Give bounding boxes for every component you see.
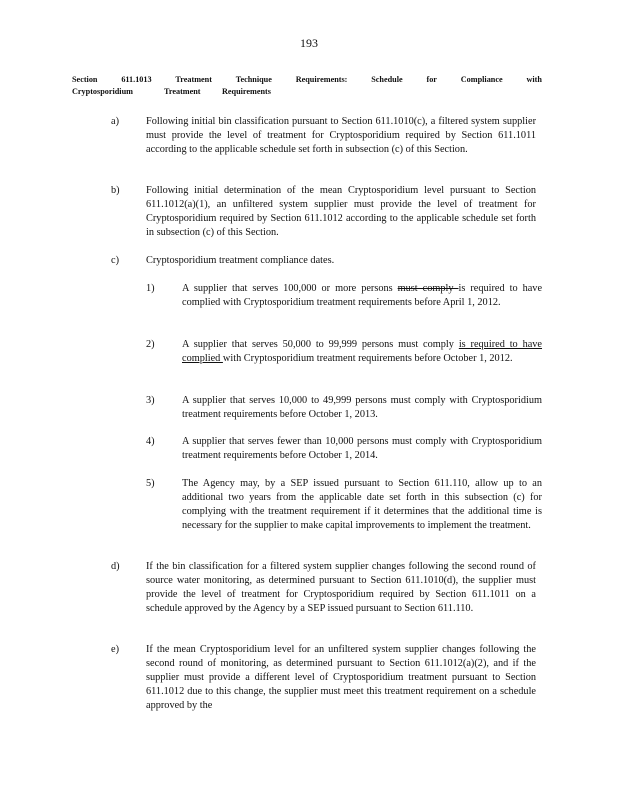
- text-run: is required to have complied with Cryptosporidium treatment requirements before April 1, 2012.: [182, 283, 543, 308]
- heading-word: with: [526, 75, 542, 84]
- heading-word: 611.1013: [121, 75, 152, 84]
- item-text: Cryptosporidium treatment compliance dates.: [146, 255, 335, 266]
- heading-line-1: [72, 74, 542, 86]
- item-label: e): [111, 644, 119, 655]
- heading-word: Treatment: [164, 87, 201, 96]
- subitem-text: [182, 282, 542, 310]
- item-text: If the bin classification for a filtered system supplier changes following the second round of source water monitoring, as determined pursuant to Section 611.1010(d), the supplier must provide the level of treatment for Cryptosporidium required by Section 611.1011 on a schedule approved by the Agency by a SEP issued pursuant to Section 611.110.: [146, 561, 536, 614]
- item-text: Following initial bin classification pursuant to Section 611.1010(c), a filtered system supplier must provide the level of treatment for Cryptosporidium required by Section 611.1011 according to the applicable schedule set forth in subsection (c) of this Section.: [146, 116, 536, 155]
- subitem-label: 3): [146, 395, 155, 406]
- heading-word: Schedule: [371, 75, 403, 84]
- struck-text: must comply: [397, 283, 459, 294]
- subitem-label: 1): [146, 283, 155, 294]
- heading-word: Section: [72, 75, 98, 84]
- text-run: A supplier that serves 100,000 or more persons: [182, 283, 398, 294]
- underlined-text: is required to have complied: [182, 339, 543, 364]
- item-label: a): [111, 116, 119, 127]
- item-text: If the mean Cryptosporidium level for an unfiltered system supplier changes following the second round of monitoring, as determined pursuant to Section 611.1012(a)(2), and if the supplier must provide a different level of Cryptosporidium treatment pursuant to Section 611.1012 due to this change, the supplier must meet this treatment requirement on a schedule approved by the: [146, 644, 536, 711]
- item-text: Following initial determination of the mean Cryptosporidium level pursuant to Section 611.1012(a)(1), an unfiltered system supplier must provide the level of treatment for Cryptosporidium required by Section 611.1012 according to the applicable schedule set forth in subsection (c) of this Section.: [146, 185, 536, 238]
- item-label: c): [111, 255, 119, 266]
- item-label: b): [111, 185, 120, 196]
- text-run: with Cryptosporidium treatment requirements before October 1, 2012.: [222, 353, 513, 364]
- section-heading: [72, 74, 542, 98]
- subitem-label: 4): [146, 436, 155, 447]
- page-number: 193: [300, 36, 318, 50]
- heading-word: Requirements:: [295, 75, 348, 84]
- heading-word: for: [426, 75, 437, 84]
- heading-word: Technique: [235, 75, 272, 84]
- subitem-label: 2): [146, 339, 155, 350]
- subitem-text: The Agency may, by a SEP issued pursuant to Section 611.110, allow up to an additional two years from the applicable date set forth in this subsection (c) for complying with the treatment requirement if it determines that the additional time is necessary for the supplier to make capital improvements to implement the treatment.: [182, 478, 542, 531]
- item-label: d): [111, 561, 120, 572]
- heading-line-2: [72, 86, 542, 98]
- subitem-text: [182, 338, 542, 366]
- subitem-text: A supplier that serves fewer than 10,000 persons must comply with Cryptosporidium treatment requirements before October 1, 2014.: [182, 436, 542, 461]
- heading-word: Cryptosporidium: [72, 87, 133, 96]
- heading-word: Requirements: [222, 87, 271, 96]
- heading-word: Compliance: [460, 75, 503, 84]
- text-run: A supplier that serves 50,000 to 99,999 persons must comply: [182, 339, 459, 350]
- subitem-text: A supplier that serves 10,000 to 49,999 persons must comply with Cryptosporidium treatment requirements before October 1, 2013.: [182, 395, 542, 420]
- heading-word: Treatment: [175, 75, 212, 84]
- subitem-label: 5): [146, 478, 155, 489]
